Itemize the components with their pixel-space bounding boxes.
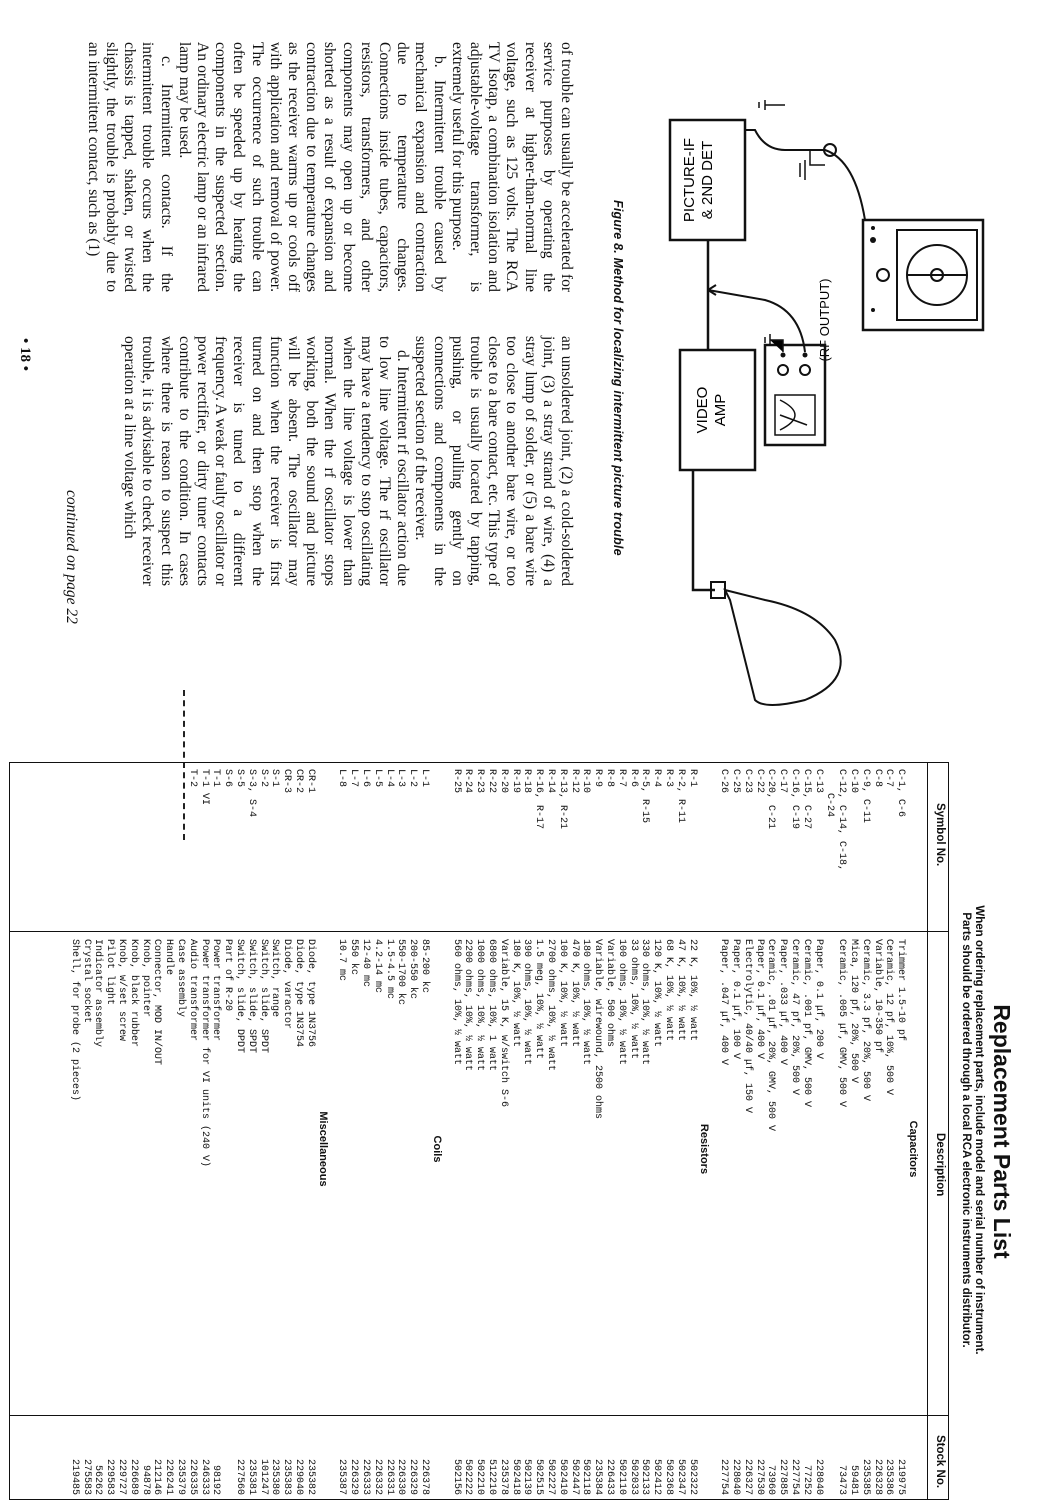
stock-cell: 502033 bbox=[627, 1458, 639, 1495]
symbol-cell: S-3, S-4 bbox=[245, 769, 257, 818]
description-cell: Mica, 120 pf, 20%, 500 V bbox=[848, 939, 859, 1084]
symbol-cell: C-17 bbox=[777, 769, 789, 794]
continued-note: continued on page 22 bbox=[63, 490, 80, 624]
stock-cell: 226378 bbox=[419, 1458, 430, 1495]
description-cell: 68 K, 10%, ½ watt bbox=[663, 939, 674, 1042]
stock-cell: 226335 bbox=[186, 1458, 198, 1495]
stock-cell: 94878 bbox=[139, 1464, 151, 1495]
stock-cell: 502210 bbox=[474, 1458, 486, 1495]
symbol-cell: S-5 bbox=[234, 769, 245, 788]
description-cell: Knob, black rubber bbox=[127, 939, 139, 1048]
description-cell: 2700 ohms, 10%, ½ watt bbox=[545, 939, 556, 1072]
header-symbol: Symbol No. bbox=[934, 803, 946, 867]
symbol-cell: L-5 bbox=[371, 769, 383, 788]
symbol-cell: R-8 bbox=[604, 769, 615, 788]
description-cell: Switch, slide, SPDT bbox=[245, 939, 257, 1054]
description-cell: Connector, MOD IN/OUT bbox=[151, 939, 163, 1066]
description-cell: 330 ohms, 10%, ½ watt bbox=[639, 939, 651, 1066]
stock-cell: 235380 bbox=[269, 1458, 281, 1495]
description-cell: Crystal socket bbox=[80, 939, 92, 1024]
stock-cell: 226333 bbox=[360, 1458, 371, 1495]
description-cell: Ceramic, .001 pf, GMV, 500 V bbox=[800, 939, 812, 1108]
description-cell: Power transformer bbox=[210, 939, 222, 1042]
column-separator bbox=[10, 1415, 948, 1416]
symbol-cell: R-23 bbox=[474, 769, 486, 794]
article-column-1 bbox=[84, 42, 575, 292]
symbol-cell: C-20, C-21 bbox=[765, 769, 777, 830]
description-cell: Diode, type 1N3754 bbox=[293, 939, 304, 1048]
picture-tube-icon bbox=[711, 582, 841, 705]
symbol-cell: L-1 bbox=[419, 769, 430, 788]
description-cell: 560 ohms, 10%, ½ watt bbox=[450, 939, 462, 1066]
article-paragraph: of trouble can usually be accelerated for service purposes by operating the receiver at higher-than-normal line voltage, such as 125 volts. The RCA TV Isotap, a combination isolation and adjustable-voltage transformer, is extremely useful for this purpose. bbox=[448, 42, 575, 292]
stock-cell: 502412 bbox=[651, 1458, 663, 1495]
description-cell: 100 K, 10%, ½ watt bbox=[556, 939, 568, 1048]
symbol-cell: C-24 bbox=[824, 769, 836, 818]
description-cell: 180 ohms, 10%, ½ watt bbox=[580, 939, 592, 1066]
stock-cell: 73473 bbox=[836, 1464, 848, 1495]
description-cell: Switch, range bbox=[269, 939, 281, 1018]
stock-cell: 226689 bbox=[127, 1458, 139, 1495]
description-cell: Variable, 500 ohms bbox=[604, 939, 615, 1048]
stock-cell: 502118 bbox=[580, 1458, 592, 1495]
stock-cell: 59481 bbox=[848, 1464, 859, 1495]
description-cell: Ceramic, 12 pf, 10%, 500 V bbox=[883, 939, 895, 1096]
parts-table bbox=[9, 762, 949, 1500]
description-cell: Paper, 0.1 μf, 200 V bbox=[812, 939, 824, 1060]
stock-cell: 235381 bbox=[245, 1458, 257, 1495]
description-cell: Ceramic, .01 μf, 20%, GMV, 500 V bbox=[765, 939, 777, 1132]
stock-cell: 227530 bbox=[753, 1458, 765, 1495]
table-header bbox=[927, 763, 948, 1499]
description-cell: Audio transformer bbox=[186, 939, 198, 1042]
description-cell: 200-550 kc bbox=[407, 939, 419, 1000]
stock-cell: 502139 bbox=[521, 1458, 533, 1495]
header-description: Description bbox=[934, 1133, 946, 1197]
description-cell: Part of R-20 bbox=[222, 939, 234, 1012]
symbol-cell: C-12, C-14, C-18, bbox=[836, 769, 848, 872]
parts-list-title: Replacement Parts List bbox=[989, 1004, 1015, 1259]
stock-cell: 227560 bbox=[234, 1458, 245, 1495]
symbol-cell: S-2 bbox=[257, 769, 269, 788]
description-cell: Switch, slide, DPDT bbox=[234, 939, 245, 1054]
header-stock: Stock No. bbox=[934, 1435, 946, 1489]
symbol-cell: C-25 bbox=[730, 769, 741, 794]
stock-cell: 229583 bbox=[104, 1458, 116, 1495]
page-number: • 18 • bbox=[17, 338, 33, 372]
stock-cell: 226332 bbox=[371, 1458, 383, 1495]
symbol-cell: C-22 bbox=[753, 769, 765, 794]
stock-cell: 502418 bbox=[509, 1458, 521, 1495]
stock-cell: 246333 bbox=[198, 1458, 210, 1495]
figure-caption: Figure 8. Method for localizing intermittent picture trouble bbox=[611, 200, 625, 556]
symbol-cell: L-3 bbox=[395, 769, 407, 788]
stock-cell: 502222 bbox=[462, 1458, 474, 1495]
stock-cell: 235378 bbox=[497, 1458, 509, 1495]
stock-cell: 77252 bbox=[800, 1464, 812, 1495]
section-heading: Miscellaneous bbox=[316, 1111, 329, 1187]
symbol-cell: R-20 bbox=[497, 769, 509, 794]
stock-cell: 226433 bbox=[604, 1458, 615, 1495]
symbol-cell: T-1 bbox=[210, 769, 222, 788]
stock-cell: 512210 bbox=[486, 1458, 497, 1495]
stock-cell: 502133 bbox=[639, 1458, 651, 1495]
symbol-cell: T-2 bbox=[186, 769, 198, 788]
description-cell: Case assembly bbox=[175, 939, 186, 1018]
stock-cell: 227885 bbox=[777, 1458, 789, 1495]
stock-cell: 227754 bbox=[789, 1458, 800, 1495]
stock-cell: 98192 bbox=[210, 1464, 222, 1495]
description-cell: 1.5 meg, 10%, ½ watt bbox=[533, 939, 545, 1060]
stock-cell: 73960 bbox=[765, 1464, 777, 1495]
symbol-cell: C-9, C-11 bbox=[859, 769, 871, 824]
symbol-cell: R-4 bbox=[651, 769, 663, 788]
column-separator bbox=[10, 931, 948, 932]
symbol-cell: R-10 bbox=[580, 769, 592, 794]
stock-cell: 101247 bbox=[257, 1458, 269, 1495]
description-cell: 22 K, 10%, ½ watt bbox=[686, 939, 698, 1042]
stock-cell: 502227 bbox=[545, 1458, 556, 1495]
symbol-cell: C-26 bbox=[718, 769, 730, 794]
stock-cell: 502368 bbox=[663, 1458, 674, 1495]
symbol-cell: S-1 bbox=[269, 769, 281, 788]
description-cell: Ceramic, .005 μf, GMV, 500 V bbox=[836, 939, 848, 1108]
section-heading: Coils bbox=[430, 1135, 443, 1163]
description-cell: Handle bbox=[163, 939, 175, 976]
stock-cell: 502410 bbox=[556, 1458, 568, 1495]
stock-cell: 502156 bbox=[450, 1458, 462, 1495]
stock-cell: 227754 bbox=[718, 1458, 730, 1495]
symbol-cell: R-5, R-15 bbox=[639, 769, 651, 824]
stock-cell: 235386 bbox=[883, 1458, 895, 1495]
rf-output-label: (RF OUTPUT) bbox=[817, 278, 832, 362]
stock-cell: 226328 bbox=[871, 1458, 883, 1495]
description-cell: 85-200 kc bbox=[419, 939, 430, 994]
picture-if-label-1: PICTURE-IF bbox=[681, 137, 698, 223]
description-cell: 1000 ohms, 10%, ½ watt bbox=[474, 939, 486, 1072]
symbol-cell: C-1, C-6 bbox=[895, 769, 907, 818]
stock-cell: 502447 bbox=[568, 1458, 580, 1495]
stock-cell: 226331 bbox=[383, 1458, 395, 1495]
description-cell: Variable, wirewound, 2500 ohms bbox=[592, 939, 604, 1120]
stock-cell: 226330 bbox=[395, 1458, 407, 1495]
symbol-cell: R-22 bbox=[486, 769, 497, 794]
symbol-cell: R-9 bbox=[592, 769, 604, 788]
symbol-cell: R-14 bbox=[545, 769, 556, 794]
stock-cell: 275583 bbox=[80, 1458, 92, 1495]
description-cell: 100 ohms, 10%, ½ watt bbox=[615, 939, 627, 1066]
description-cell: Variable, 10-350 pf bbox=[871, 939, 883, 1054]
symbol-cell: C-23 bbox=[741, 769, 753, 794]
stock-cell: 56262 bbox=[92, 1464, 104, 1495]
description-cell: 1.5-4.5 mc bbox=[383, 939, 395, 1000]
subtitle-line: When ordering replacement parts, include model and serial number of instrument. bbox=[973, 905, 985, 1355]
symbol-cell: R-1 bbox=[686, 769, 698, 788]
stock-cell: 228040 bbox=[730, 1458, 741, 1495]
symbol-cell: R-24 bbox=[462, 769, 474, 794]
description-cell: 10.7 mc bbox=[336, 939, 348, 982]
symbol-cell: R-7 bbox=[615, 769, 627, 788]
picture-if-label-2: & 2ND DET bbox=[699, 140, 716, 220]
symbol-cell: L-2 bbox=[407, 769, 419, 788]
article-paragraph: an unsoldered joint, (2) a cold-soldered joint, (3) a stray strand of wire, (4) a stray lump of solder, or (5) a bare wire too close to another bare wire, or too close to a bare contact, etc. This type of trouble is usually located by tapping, pushing, or pulling gently on connections and components in the suspected section of the receiver. bbox=[412, 336, 575, 586]
symbol-cell: R-13, R-21 bbox=[556, 769, 568, 830]
symbol-cell: C-15, C-27 bbox=[800, 769, 812, 830]
symbol-cell: CR-2 bbox=[293, 769, 304, 794]
symbol-cell: R-3 bbox=[663, 769, 674, 788]
symbol-cell: CR-1 bbox=[304, 769, 316, 794]
description-cell: Variable, 15 K, w/switch S-6 bbox=[497, 939, 509, 1108]
stock-cell: 226329 bbox=[348, 1458, 360, 1495]
description-cell: Indicator assembly bbox=[92, 939, 104, 1048]
stock-cell: 502110 bbox=[615, 1458, 627, 1495]
description-cell: Switch, slide, SPDT bbox=[257, 939, 269, 1054]
section-heading: Resistors bbox=[698, 1123, 711, 1175]
stock-cell: 226241 bbox=[163, 1458, 175, 1495]
symbol-cell: R-16, R-17 bbox=[533, 769, 545, 830]
symbol-cell: R-6 bbox=[627, 769, 639, 788]
description-cell: 550 kc bbox=[348, 939, 360, 976]
parts-list-subtitle bbox=[959, 770, 985, 1490]
video-amp-label-2: AMP bbox=[712, 393, 729, 427]
stock-cell: 235383 bbox=[281, 1458, 293, 1495]
stock-cell: 219975 bbox=[895, 1458, 907, 1495]
stock-cell: 502347 bbox=[674, 1458, 686, 1495]
symbol-cell: C-13 bbox=[812, 769, 824, 794]
description-cell: 120 K, 10%, ½ watt bbox=[651, 939, 663, 1048]
description-cell: 12-40 mc bbox=[360, 939, 371, 988]
article-page bbox=[0, 0, 1045, 720]
symbol-cell: T-1 VI bbox=[198, 769, 210, 806]
description-cell: 4.2-14 mc bbox=[371, 939, 383, 994]
description-cell: Knob, pointer bbox=[139, 939, 151, 1018]
description-cell: Pilot light bbox=[104, 939, 116, 1006]
stock-cell: 502322 bbox=[686, 1458, 698, 1495]
symbol-cell: C-7 bbox=[883, 769, 895, 788]
description-cell: Paper, 0.1 μf, 400 V bbox=[753, 939, 765, 1060]
signal-generator-icon bbox=[863, 220, 983, 330]
description-cell: 550-1700 kc bbox=[395, 939, 407, 1006]
stock-cell: 235385 bbox=[859, 1458, 871, 1495]
symbol-cell: L-4 bbox=[383, 769, 395, 788]
stock-cell: 502515 bbox=[533, 1458, 545, 1495]
symbol-cell: R-18 bbox=[521, 769, 533, 794]
subtitle-line: Parts should be ordered through a local RCA electronic instruments distributor. bbox=[960, 912, 972, 1348]
description-cell: Ceramic, 47 pf, 20%, 500 V bbox=[789, 939, 800, 1096]
symbol-cell: C-10 bbox=[848, 769, 859, 794]
symbol-cell: C-8 bbox=[871, 769, 883, 788]
stock-cell: 212146 bbox=[151, 1458, 163, 1495]
symbol-cell: R-19 bbox=[509, 769, 521, 794]
video-amp-label-1: VIDEO bbox=[694, 386, 711, 434]
description-cell: 180 K, 10%, ½ watt bbox=[509, 939, 521, 1048]
stock-cell: 229040 bbox=[293, 1458, 304, 1495]
description-cell: Knob, w/set screw bbox=[116, 939, 127, 1042]
symbol-cell: S-6 bbox=[222, 769, 234, 788]
symbol-cell: C-16, C-19 bbox=[789, 769, 800, 830]
description-cell: Trimmer 1.5-10 pf bbox=[895, 939, 907, 1042]
description-cell: 6800 ohms, 10%, 1 watt bbox=[486, 939, 497, 1072]
description-cell: Electrolytic, 40/40 μf, 150 V bbox=[741, 939, 753, 1114]
description-cell: Ceramic, 3.3 pf, 20%, 500 V bbox=[859, 939, 871, 1102]
symbol-cell: R-25 bbox=[450, 769, 462, 794]
article-paragraph: c. Intermittent contacts. If the intermittent trouble occurs when the chassis is tapped, shaken, or twisted slightly, the trouble is probably due to an intermittent contact, such as (1) bbox=[84, 42, 175, 292]
stock-cell: 226329 bbox=[407, 1458, 419, 1495]
description-cell: 47 K, 10%, ½ watt bbox=[674, 939, 686, 1042]
article-paragraph: d. Intermittent rf oscillator action due to low line voltage. The rf oscillator may have a tendency to stop oscillating when the line voltage is lower than normal. When the rf oscillator stops working, both the sound and picture will be absent. The oscillator may function when the receiver is first turned on and then stop when the receiver is tuned to a different frequency. A weak or faulty oscillator or power rectifier, or dirty tuner contacts contribute to the condition. In cases where there is reason to suspect this trouble, it is advisable to check receiver operation at a line voltage which bbox=[121, 336, 412, 586]
symbol-cell: CR-3 bbox=[281, 769, 293, 794]
meter-icon bbox=[765, 345, 825, 445]
stock-cell: 235384 bbox=[592, 1458, 604, 1495]
description-cell: 470 K, 10%, ½ watt bbox=[568, 939, 580, 1048]
symbol-cell: R-2, R-11 bbox=[674, 769, 686, 824]
symbol-cell: L-8 bbox=[336, 769, 348, 788]
description-cell: 33 ohms, 10%, ½ watt bbox=[627, 939, 639, 1060]
stock-cell: 228040 bbox=[812, 1458, 824, 1495]
parts-list-page bbox=[0, 760, 1045, 1503]
stock-cell: 226327 bbox=[741, 1458, 753, 1495]
description-cell: Paper, 0.1 μf, 100 V bbox=[730, 939, 741, 1060]
description-cell: Diode, varactor bbox=[281, 939, 293, 1030]
description-cell: Paper, .047 μf, 400 V bbox=[718, 939, 730, 1066]
symbol-cell: L-6 bbox=[360, 769, 371, 788]
description-cell: Power transformer for VI units (240 V) bbox=[198, 939, 210, 1168]
description-cell: Shell, for probe (2 pieces) bbox=[68, 939, 80, 1102]
description-cell: 2200 ohms, 10%, ½ watt bbox=[462, 939, 474, 1072]
stock-cell: 235379 bbox=[175, 1458, 186, 1495]
stock-cell: 229727 bbox=[116, 1458, 127, 1495]
article-column-2 bbox=[120, 336, 575, 586]
symbol-cell: R-12 bbox=[568, 769, 580, 794]
stock-cell: 219485 bbox=[68, 1458, 80, 1495]
stock-cell: 235382 bbox=[304, 1458, 316, 1495]
figure-diagram bbox=[625, 100, 1005, 720]
article-paragraph: b. Intermittent trouble caused by mechanical expansion and contraction due to temperature changes. Connections inside tubes, capacitors, resistors, transformers, and other components may open up or become shorted as a result of expansion and contraction due to temperature changes as the receiver warms up or cools off with application and removal of power. The occurrence of such trouble can often be speeded up by heating the components in the suspected section. An ordinary electric lamp or an infrared lamp may be used. bbox=[175, 42, 448, 292]
description-cell: 390 ohms, 10%, ½ watt bbox=[521, 939, 533, 1066]
symbol-cell: L-7 bbox=[348, 769, 360, 788]
stock-cell: 235387 bbox=[336, 1458, 348, 1495]
description-cell: Paper, .033 μf, 400 V bbox=[777, 939, 789, 1066]
description-cell: Diode, type 1N3756 bbox=[304, 939, 316, 1048]
section-heading: Capacitors bbox=[907, 1120, 919, 1178]
